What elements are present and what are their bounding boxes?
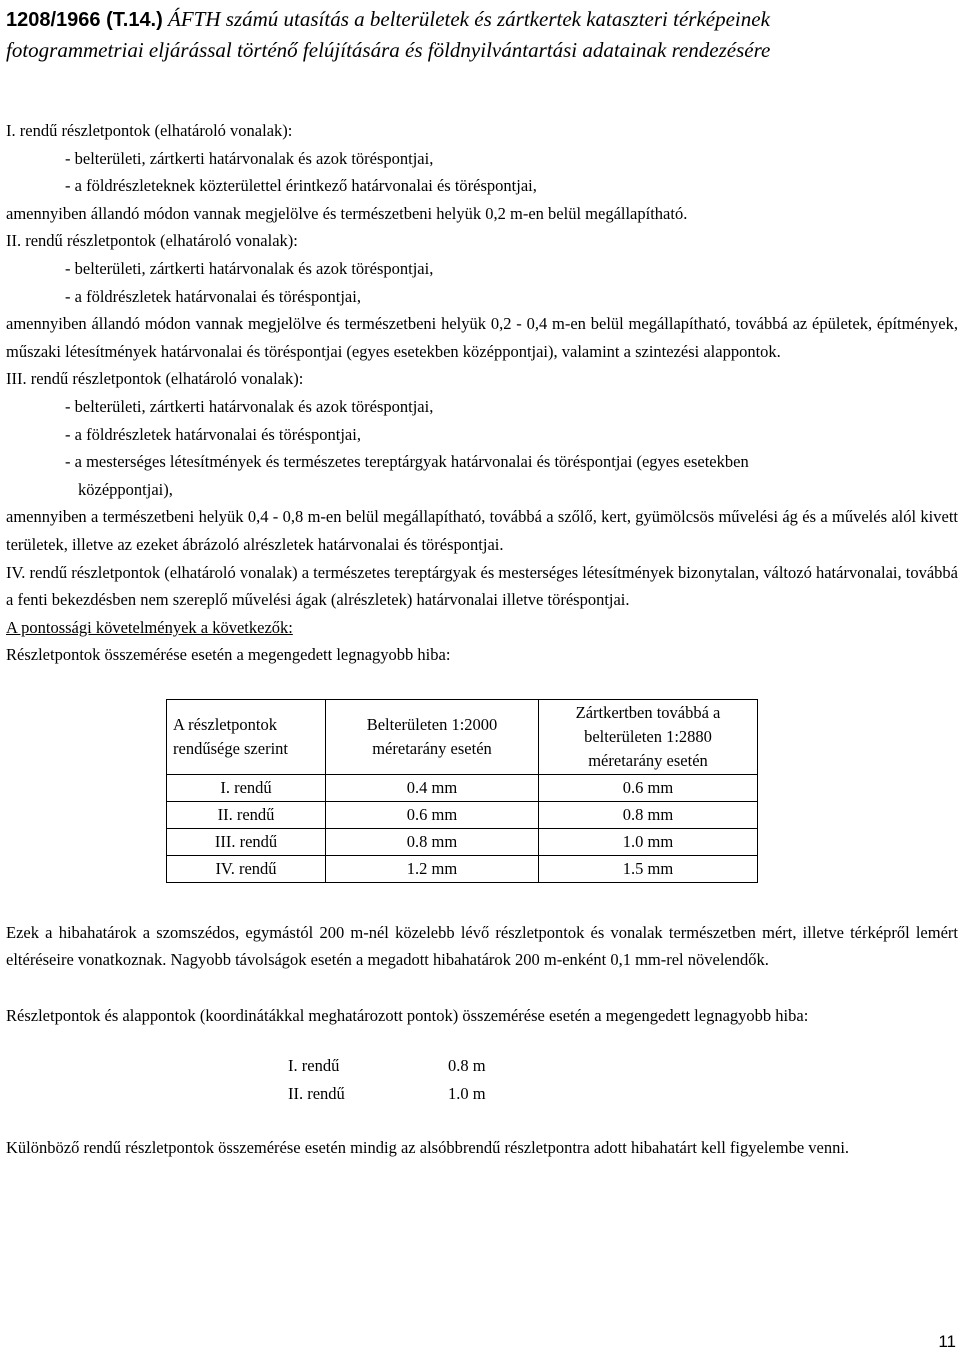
table-cell: 1.5 mm: [539, 855, 758, 882]
table-header-cell: Zártkertben továbbá a belterületen 1:2880 méretarány esetén: [539, 699, 758, 774]
table-row: [167, 855, 758, 882]
table-row: [167, 774, 758, 801]
section-1-item-2: - a földrészleteknek közterülettel érintkező határvonalai és töréspontjai,: [65, 176, 537, 196]
table-header-cell: A részletpontok rendűsége szerint: [167, 699, 326, 774]
table-cell: 1.0 mm: [539, 828, 758, 855]
section-1-text: amennyiben állandó módon vannak megjelölve és természetbeni helyük 0,2 m-en belül megállapítható.: [6, 203, 688, 223]
table-cell: 0.6 mm: [326, 801, 539, 828]
table-cell: III. rendű: [167, 828, 326, 855]
decree-code: 1208/1966 (T.14.): [6, 9, 163, 31]
table-cell: I. rendű: [288, 1055, 340, 1075]
section-4-text: IV. rendű részletpontok (elhatároló vonalak) a természetes tereptárgyak és mesterséges létesítmények bizonytalan, változó határvonalai, továbbá a fenti bekezdésben nem szereplő művelési ágak (alrészletek) határvonalai illetve töréspontjai.: [6, 562, 958, 610]
header-title-1: ÁFTH számú utasítás a belterületek és zártkertek kataszteri térképeinek: [162, 7, 770, 31]
table-cell: 1.2 mm: [326, 855, 539, 882]
section-3: [6, 365, 958, 558]
section-3-item-4: középpontjai),: [78, 479, 173, 499]
section-2-item-2: - a földrészletek határvonalai és töréspontjai,: [65, 286, 361, 306]
section-3-item-3: - a mesterséges létesítmények és természetes tereptárgyak határvonalai és töréspontjai (egyes esetekben: [65, 452, 749, 472]
table-cell: 0.8 mm: [326, 828, 539, 855]
paragraph-limits: Ezek a hibahatárok a szomszédos, egymástól 200 m-nél közelebb lévő részletpontok és vonalak természetben mért, illetve térképről lemért eltéréseire vonatkoznak. Nagyobb távolságok esetén a megadott hibahatárok 200 m-enként 0,1 mm-rel növelendők.: [6, 922, 958, 970]
section-1: [6, 117, 958, 227]
table-cell: 0.8 mm: [539, 801, 758, 828]
section-1-heading: I. rendű részletpontok (elhatároló vonalak):: [6, 121, 293, 140]
section-3-item-2: - a földrészletek határvonalai és töréspontjai,: [65, 424, 361, 444]
page-number: 11: [938, 1332, 956, 1351]
section-2-item-1: - belterületi, zártkerti határvonalak és azok töréspontjai,: [65, 258, 434, 278]
table-cell: II. rendű: [167, 801, 326, 828]
accuracy-intro: A pontossági követelmények a következők:: [6, 617, 293, 637]
document-header: [6, 4, 958, 65]
table-cell: 0.8 m: [448, 1055, 486, 1075]
paragraph-coordinates: Részletpontok és alappontok (koordinátákkal meghatározott pontok) összemérése esetén a megengedett legnagyobb hiba:: [6, 1006, 809, 1026]
table-row: [288, 1052, 486, 1080]
document-page: [6, 0, 958, 1161]
section-3-item-1: - belterületi, zártkerti határvonalak és azok töréspontjai,: [65, 396, 434, 416]
table-cell: 0.6 mm: [539, 774, 758, 801]
paragraph-final: Különböző rendű részletpontok összemérése esetén mindig az alsóbbrendű részletpontra adott hibahatárt kell figyelembe venni.: [6, 1137, 850, 1157]
table-cell: IV. rendű: [167, 855, 326, 882]
coordinate-tolerance-table: [288, 1052, 486, 1108]
table-header-cell: Belterületen 1:2000 méretarány esetén: [326, 699, 539, 774]
section-3-text: amennyiben a természetbeni helyük 0,4 - 0,8 m-en belül megállapítható, továbbá a szőlő, kert, gyümölcsös művelési ág és a művelés alól kivett területek, illetve az ezeket ábrázoló alrészletek határvonalai és töréspontjai.: [6, 507, 958, 554]
section-3-heading: III. rendű részletpontok (elhatároló vonalak):: [6, 369, 304, 389]
section-2: [6, 227, 958, 365]
header-title-2: fotogrammetriai eljárással történő felújítására és földnyilvántartási adatainak rendezésére: [6, 38, 771, 62]
table-cell: 1.0 m: [448, 1083, 486, 1103]
section-2-heading: II. rendű részletpontok (elhatároló vonalak):: [6, 231, 298, 251]
section-2-text: amennyiben állandó módon vannak megjelölve és természetbeni helyük 0,2 - 0,4 m-en belül megállapítható, továbbá az épületek, építmények, műszaki létesítmények határvonalai és töréspontjai (egyes esetekben középpontjai), valamint a szintezési alappontok.: [6, 314, 958, 361]
accuracy-subheading: Részletpontok összemérése esetén a megengedett legnagyobb hiba:: [6, 645, 451, 665]
header-line-1: [6, 4, 958, 35]
table-row: [167, 801, 758, 828]
table-cell: I. rendű: [167, 774, 326, 801]
table-header-row: [167, 699, 758, 774]
table-cell: II. rendű: [288, 1083, 345, 1103]
tolerance-table: [166, 699, 758, 883]
section-1-item-1: - belterületi, zártkerti határvonalak és azok töréspontjai,: [65, 148, 434, 168]
table-cell: 0.4 mm: [326, 774, 539, 801]
table-row: [167, 828, 758, 855]
table-row: [288, 1080, 486, 1108]
